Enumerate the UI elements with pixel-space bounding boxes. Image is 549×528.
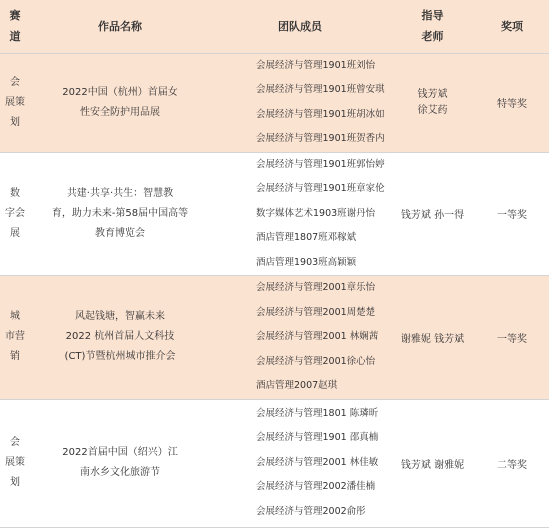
- members-cell: [210, 53, 390, 152]
- members-list: [210, 402, 386, 525]
- member-name: 会展经济与管理1901 邵真楠: [256, 432, 379, 444]
- header-row: [0, 0, 549, 53]
- track-cell: [0, 152, 30, 276]
- member-name: 会展经济与管理2001周楚楚: [256, 306, 376, 318]
- work-title: 2022中国（杭州）首届女 性安全防护用品展: [62, 86, 178, 118]
- header-track: [0, 0, 30, 53]
- member-name: 会展经济与管理2002俞彤: [256, 505, 366, 517]
- header-work: [30, 0, 210, 53]
- table-row: [0, 399, 549, 527]
- track-label: 会 展策划: [5, 76, 25, 128]
- advisor-names: 钱芳斌 谢雅妮: [400, 459, 465, 471]
- award-cell: [475, 276, 549, 400]
- table-row: [0, 152, 549, 276]
- members-list: [210, 276, 386, 399]
- table-row: [0, 276, 549, 400]
- header-advisor-label: 指导 老师: [421, 9, 444, 44]
- advisor-cell: [390, 399, 475, 527]
- member-name: 会展经济与管理2001 林娴茜: [256, 331, 379, 342]
- member-name: 酒店管理2007赵琪: [256, 380, 338, 391]
- member-name: 酒店管理1903班高颖颖: [256, 256, 357, 268]
- header-track-label: 赛 道: [9, 9, 21, 44]
- track-cell: [0, 399, 30, 527]
- work-title: 2022首届中国（绍兴）江 南水乡文化旅游节: [62, 447, 178, 478]
- track-label: 城 市营销: [5, 311, 25, 363]
- table-header: [0, 0, 549, 53]
- header-award-label: 奖项: [501, 19, 523, 33]
- member-name: 会展经济与管理1901班郭怡婷: [256, 158, 385, 170]
- member-name: 会展经济与管理1901班胡冰如: [256, 108, 385, 120]
- header-award: [475, 0, 549, 53]
- member-name: 会展经济与管理1901班曾安琪: [256, 84, 385, 95]
- members-list: [210, 153, 386, 276]
- members-cell: [210, 399, 390, 527]
- work-cell: [30, 152, 210, 276]
- award-label: 特等奖: [497, 99, 527, 110]
- advisor-cell: [390, 276, 475, 400]
- award-label: 一等奖: [497, 333, 527, 345]
- header-advisor: [390, 0, 475, 53]
- work-cell: [30, 399, 210, 527]
- member-name: 会展经济与管理1901班刘怡: [256, 59, 376, 71]
- advisor-names: 钱芳斌 徐艾药: [417, 88, 448, 116]
- header-members: [210, 0, 390, 53]
- members-list: [210, 54, 386, 152]
- award-label: 一等奖: [497, 210, 527, 222]
- member-name: 会展经济与管理2002潘佳楠: [256, 481, 376, 493]
- track-label: 会 展策划: [5, 437, 25, 488]
- work-cell: [30, 53, 210, 152]
- members-cell: [210, 276, 390, 400]
- award-cell: [475, 399, 549, 527]
- table-row: [0, 53, 549, 152]
- award-label: 二等奖: [497, 459, 527, 471]
- member-name: 会展经济与管理1901班贺香内: [256, 133, 385, 144]
- member-name: 会展经济与管理2001章乐怡: [256, 282, 376, 293]
- header-members-label: 团队成员: [278, 19, 322, 33]
- advisor-cell: [390, 152, 475, 276]
- track-label: 数 字会展: [5, 187, 25, 239]
- track-cell: [0, 53, 30, 152]
- members-cell: [210, 152, 390, 276]
- advisor-names: 钱芳斌 孙一得: [400, 210, 465, 222]
- header-work-label: 作品名称: [98, 19, 142, 33]
- member-name: 会展经济与管理1901班章家伦: [256, 183, 385, 194]
- work-title: 共建·共享·共生：智慧教 育，助力未来-第58届中国高等 教育博览会: [51, 187, 189, 239]
- member-name: 酒店管理1807班邓稼斌: [256, 232, 357, 243]
- member-name: 会展经济与管理2001 林佳敏: [256, 456, 379, 468]
- work-cell: [30, 276, 210, 400]
- member-name: 会展经济与管理1801 陈璘昕: [256, 407, 379, 419]
- award-cell: [475, 53, 549, 152]
- award-cell: [475, 152, 549, 276]
- member-name: 会展经济与管理2001徐心怡: [256, 355, 376, 367]
- advisor-names: 谢雅妮 钱芳斌: [400, 333, 465, 345]
- track-cell: [0, 276, 30, 400]
- table-body: [0, 53, 549, 527]
- member-name: 数字媒体艺术1903班谢丹怡: [256, 207, 376, 219]
- work-title: 风起钱塘，智赢未来 2022 杭州首届人文科技 (CT)节暨杭州城市推介会: [64, 311, 176, 363]
- advisor-cell: [390, 53, 475, 152]
